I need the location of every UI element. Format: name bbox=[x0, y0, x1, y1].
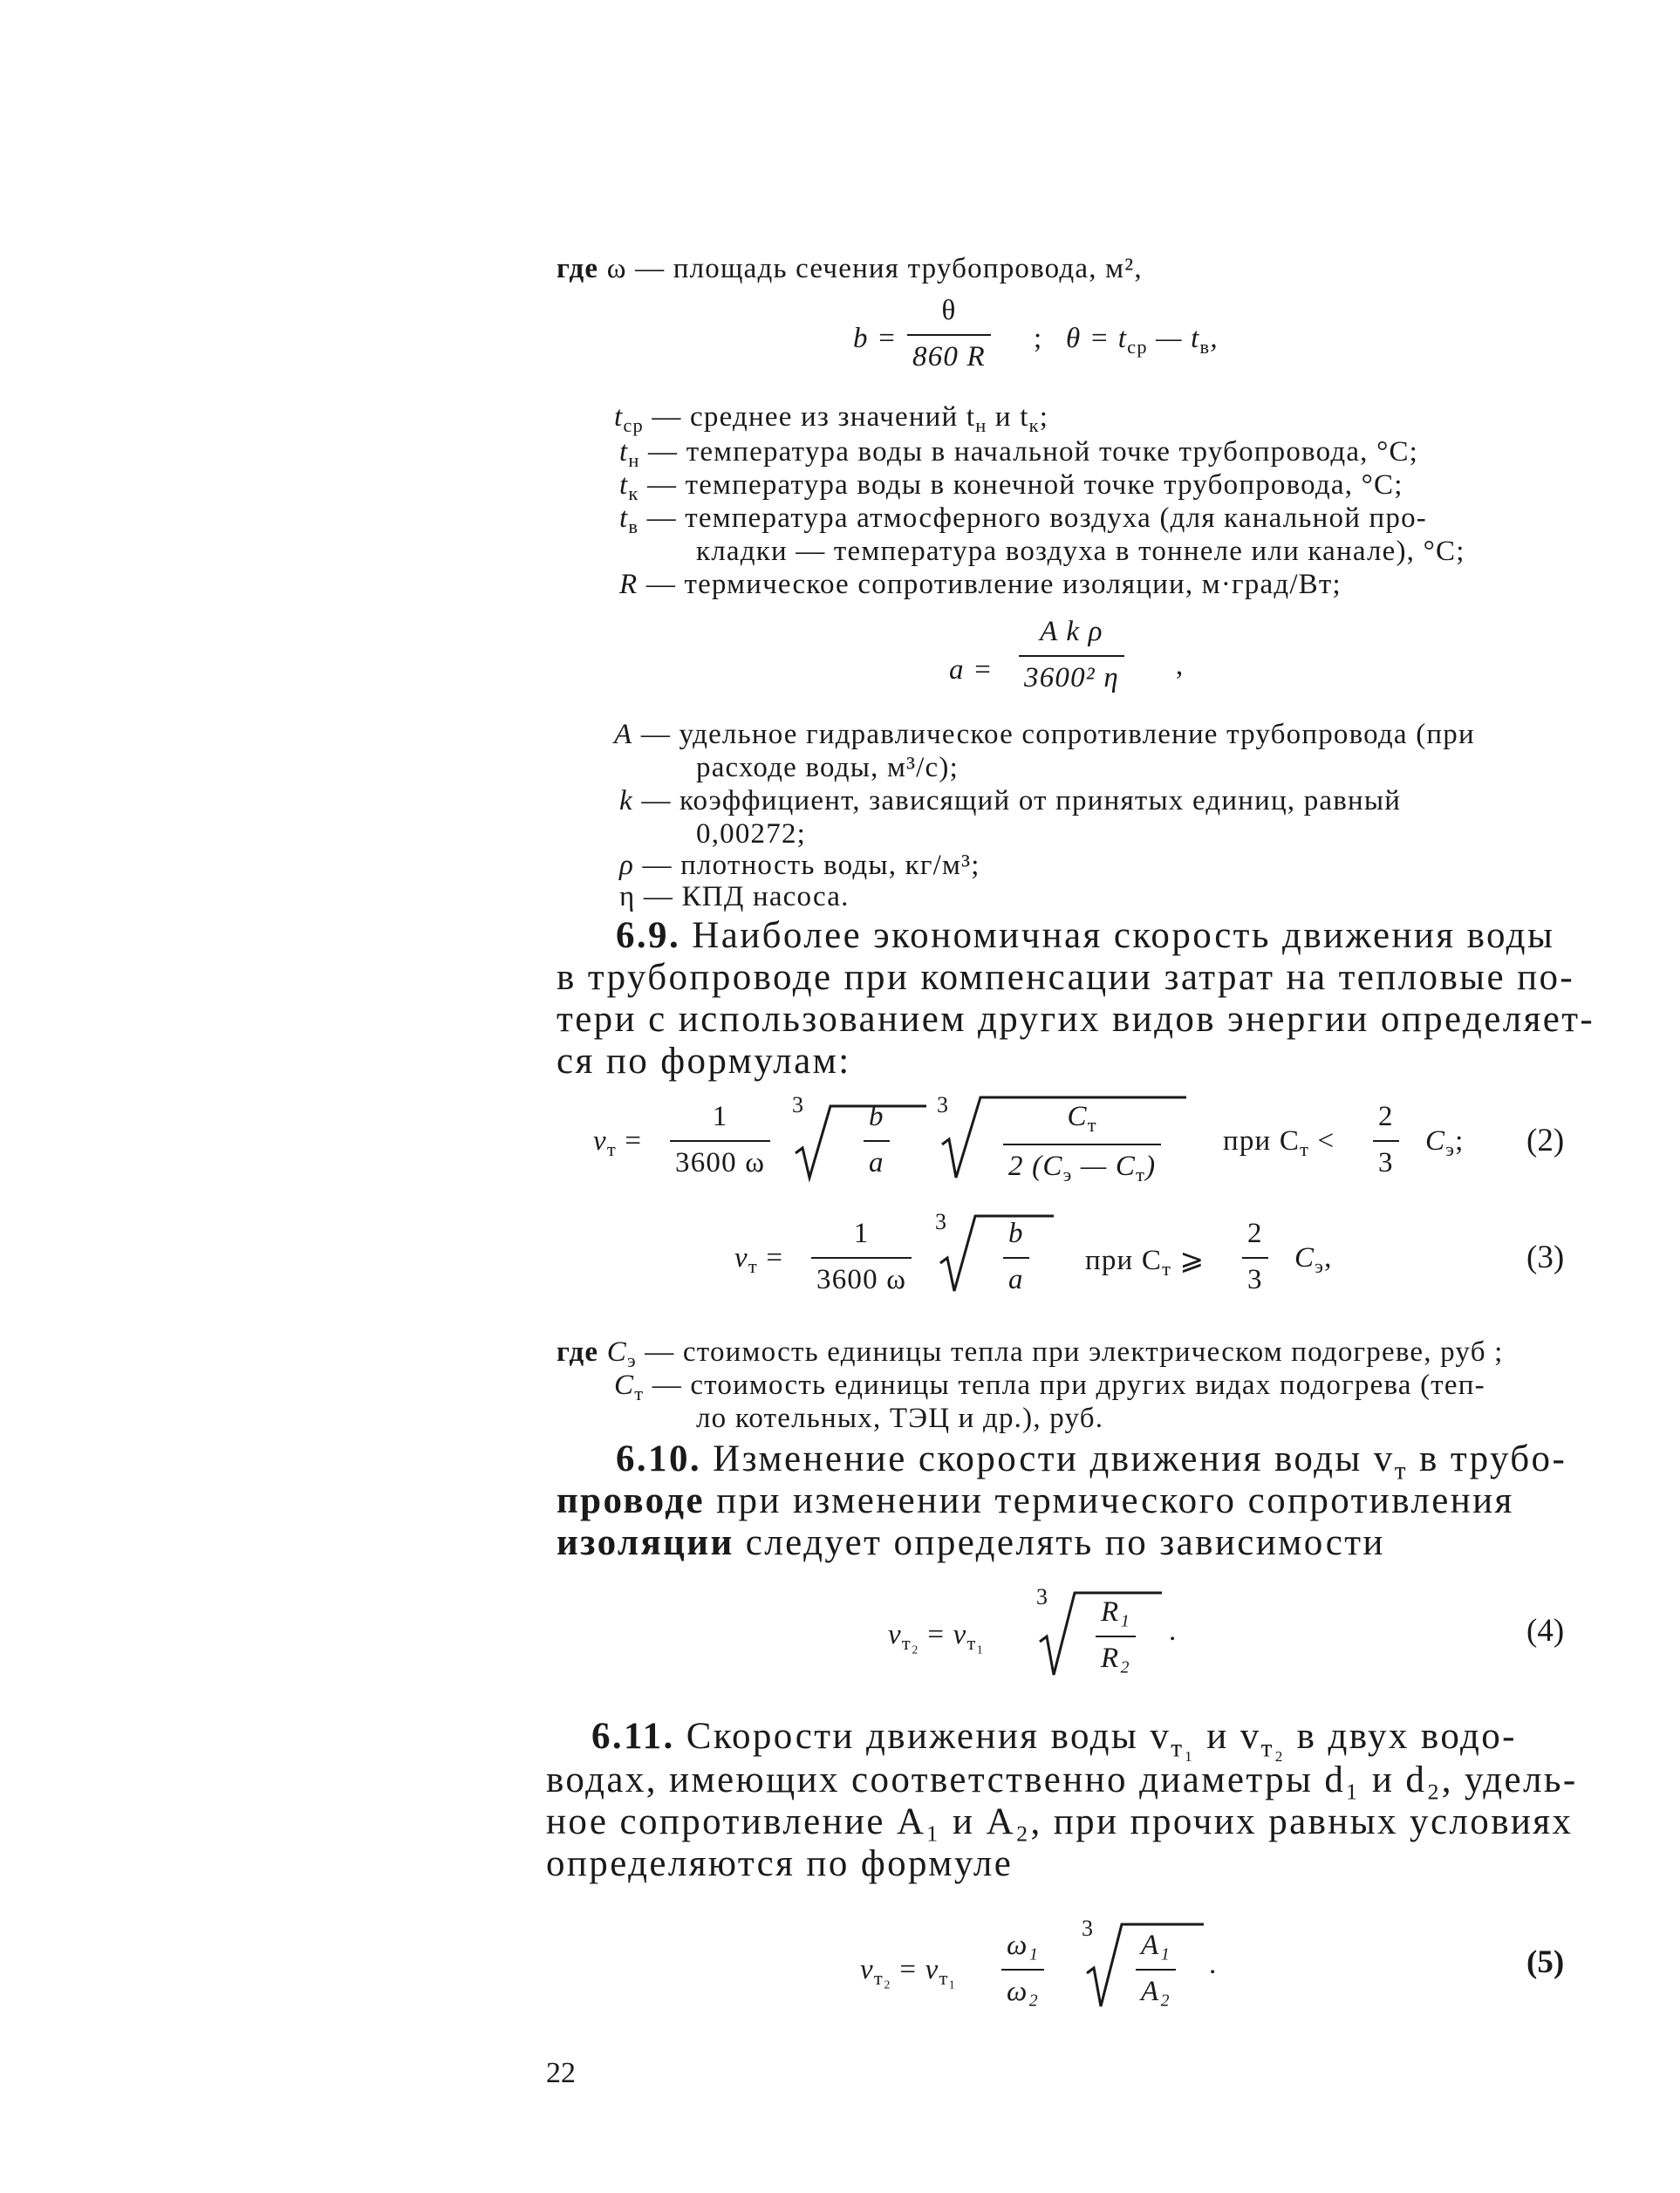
eq2-root1-index: 3 bbox=[792, 1092, 803, 1117]
eq2-fraction-3: $C_т$ 2 ($C_э$ — $C_т$) bbox=[1003, 1101, 1161, 1186]
eq2-condition-fraction: $\frac{2}{3}$ bbox=[1373, 1101, 1399, 1179]
where-word: где bbox=[557, 253, 599, 284]
formula-b-fraction: $\frac{\theta}{860 R}$ bbox=[907, 295, 991, 373]
eq3-root-index: 3 bbox=[935, 1209, 946, 1234]
eq3-fraction-2: $\frac{b}{a}$ bbox=[1003, 1218, 1029, 1296]
formula-b-theta: $\theta = t_{ср}$ — $t_в$, bbox=[1066, 323, 1219, 359]
section-6-10-line-1: 6.10. Изменение скорости движения воды $v_т$ в трубо- bbox=[616, 1438, 1567, 1486]
section-6-10-line-3: изоляции следует определять по зависимости bbox=[557, 1522, 1385, 1563]
def-k: k — коэффициент, зависящий от принятых единиц, равный bbox=[619, 785, 1402, 816]
eq2-lhs: $v_т$ = bbox=[593, 1125, 643, 1161]
eq5-fraction: $\frac{\text{A₁}}{\text{A₂}}$ bbox=[1136, 1930, 1176, 2008]
eq5-omega-fraction: $\frac{\text{ω₁}}{\text{ω₂}}$ bbox=[1001, 1930, 1044, 2008]
def-a: A — удельное гидравлическое сопротивление трубопровода (при bbox=[614, 719, 1475, 750]
section-6-11-line-1: 6.11. Скорости движения воды $v_{т_1}$ и $v_{т_2}$ в двух водо- bbox=[591, 1716, 1517, 1763]
eq4-fraction: $\frac{\text{R₁}}{\text{R₂}}$ bbox=[1096, 1596, 1136, 1675]
section-6-9-line-2: в трубопроводе при компенсации затрат на тепловые по- bbox=[557, 957, 1575, 998]
section-6-10-line-2: проводе при изменении термического сопротивления bbox=[557, 1480, 1514, 1521]
section-6-9-line-4: ся по формулам: bbox=[557, 1041, 851, 1082]
formula-a-lhs: a = bbox=[949, 654, 994, 686]
def-t-n: $t_н$ — температура воды в начальной точке трубопровода, °С; bbox=[619, 436, 1419, 472]
eq3-fraction-1: $\frac{1}{3600 \omega}$ bbox=[811, 1218, 912, 1296]
def-t-sr: $t_{ср}$ — среднее из значений $t_н$ и $t_к$; bbox=[614, 401, 1049, 437]
eq3-number: (3) bbox=[1526, 1240, 1565, 1275]
def-k-cont: 0,00272; bbox=[696, 818, 807, 850]
eq3-radical bbox=[940, 1211, 1054, 1298]
eq4-end: . bbox=[1169, 1616, 1178, 1647]
def-c-t: $C_т$ — стоимость единицы тепла при других видах подогрева (теп- bbox=[614, 1370, 1485, 1405]
eq2-number: (2) bbox=[1526, 1123, 1565, 1158]
formula-b-lhs: b = bbox=[853, 323, 898, 354]
def-c-e: где $C_э$ — стоимость единицы тепла при электрическом подогреве, руб ; bbox=[557, 1336, 1504, 1372]
eq4-number: (4) bbox=[1526, 1613, 1565, 1649]
formula-b-sep: ; bbox=[1034, 323, 1043, 354]
section-6-11-line-3: ное сопротивление A₁ и A₂, при прочих равных условиях bbox=[546, 1801, 1574, 1842]
section-6-11-line-4: определяются по формуле bbox=[546, 1843, 1014, 1884]
def-r: R — термическое сопротивление изоляции, м·град/Вт; bbox=[619, 569, 1342, 600]
page-number: 22 bbox=[546, 2057, 576, 2089]
def-eta: η — КПД насоса. bbox=[619, 881, 850, 912]
def-rho: ρ — плотность воды, кг/м³; bbox=[619, 850, 980, 881]
def-t-v: $t_в$ — температура атмосферного воздуха (для канальной про- bbox=[619, 502, 1427, 538]
eq2-condition: при $C_т$ < bbox=[1223, 1125, 1335, 1161]
eq2-fraction-2: $\frac{b}{a}$ bbox=[864, 1101, 890, 1179]
def-t-k: $t_к$ — температура воды в конечной точке трубопровода, °С; bbox=[619, 469, 1403, 505]
eq2-radical-1 bbox=[796, 1101, 926, 1188]
eq5-lhs: $v_{т_2} = v_{т_1}$ bbox=[860, 1954, 957, 1990]
eq5-number: (5) bbox=[1526, 1944, 1565, 1980]
formula-a-end: , bbox=[1176, 650, 1185, 681]
section-6-11-line-2: водах, имеющих соответственно диаметры d₁ и d₂, удель- bbox=[546, 1759, 1578, 1800]
section-6-9-line-3: тери с использованием других видов энергии определяет- bbox=[557, 999, 1595, 1040]
omega-definition bbox=[557, 253, 1143, 285]
eq2-condition-rhs: $C_э$; bbox=[1425, 1125, 1465, 1161]
eq5-end: . bbox=[1209, 1949, 1218, 1980]
def-a-cont: расходе воды, м³/с); bbox=[696, 752, 959, 783]
eq2-root2-index: 3 bbox=[937, 1092, 948, 1117]
eq2-fraction-1: $\frac{1}{3600 \omega}$ bbox=[670, 1101, 770, 1179]
eq4-lhs: $v_{т_2} = v_{т_1}$ bbox=[888, 1619, 985, 1655]
eq4-root-index: 3 bbox=[1036, 1584, 1048, 1609]
eq5-root-index: 3 bbox=[1082, 1916, 1093, 1941]
omega-line: ω — площадь сечения трубопровода, м², bbox=[606, 253, 1143, 284]
def-c-t-cont: ло котельных, ТЭЦ и др.), руб. bbox=[696, 1403, 1104, 1434]
def-t-v-cont: кладки — температура воздуха в тоннеле или канале), °С; bbox=[696, 536, 1465, 567]
eq3-condition-fraction: $\frac{2}{3}$ bbox=[1242, 1218, 1268, 1296]
section-6-9-line-1: 6.9. Наиболее экономичная скорость движения воды bbox=[616, 915, 1555, 956]
eq3-condition-rhs: $C_э$, bbox=[1294, 1242, 1333, 1278]
eq3-condition: при $C_т$ ⩾ bbox=[1085, 1245, 1205, 1281]
formula-a-fraction: $\frac{\text{A k ρ}}{\text{3600² η}}$ bbox=[1019, 616, 1124, 694]
eq3-lhs: $v_т$ = bbox=[734, 1242, 784, 1278]
